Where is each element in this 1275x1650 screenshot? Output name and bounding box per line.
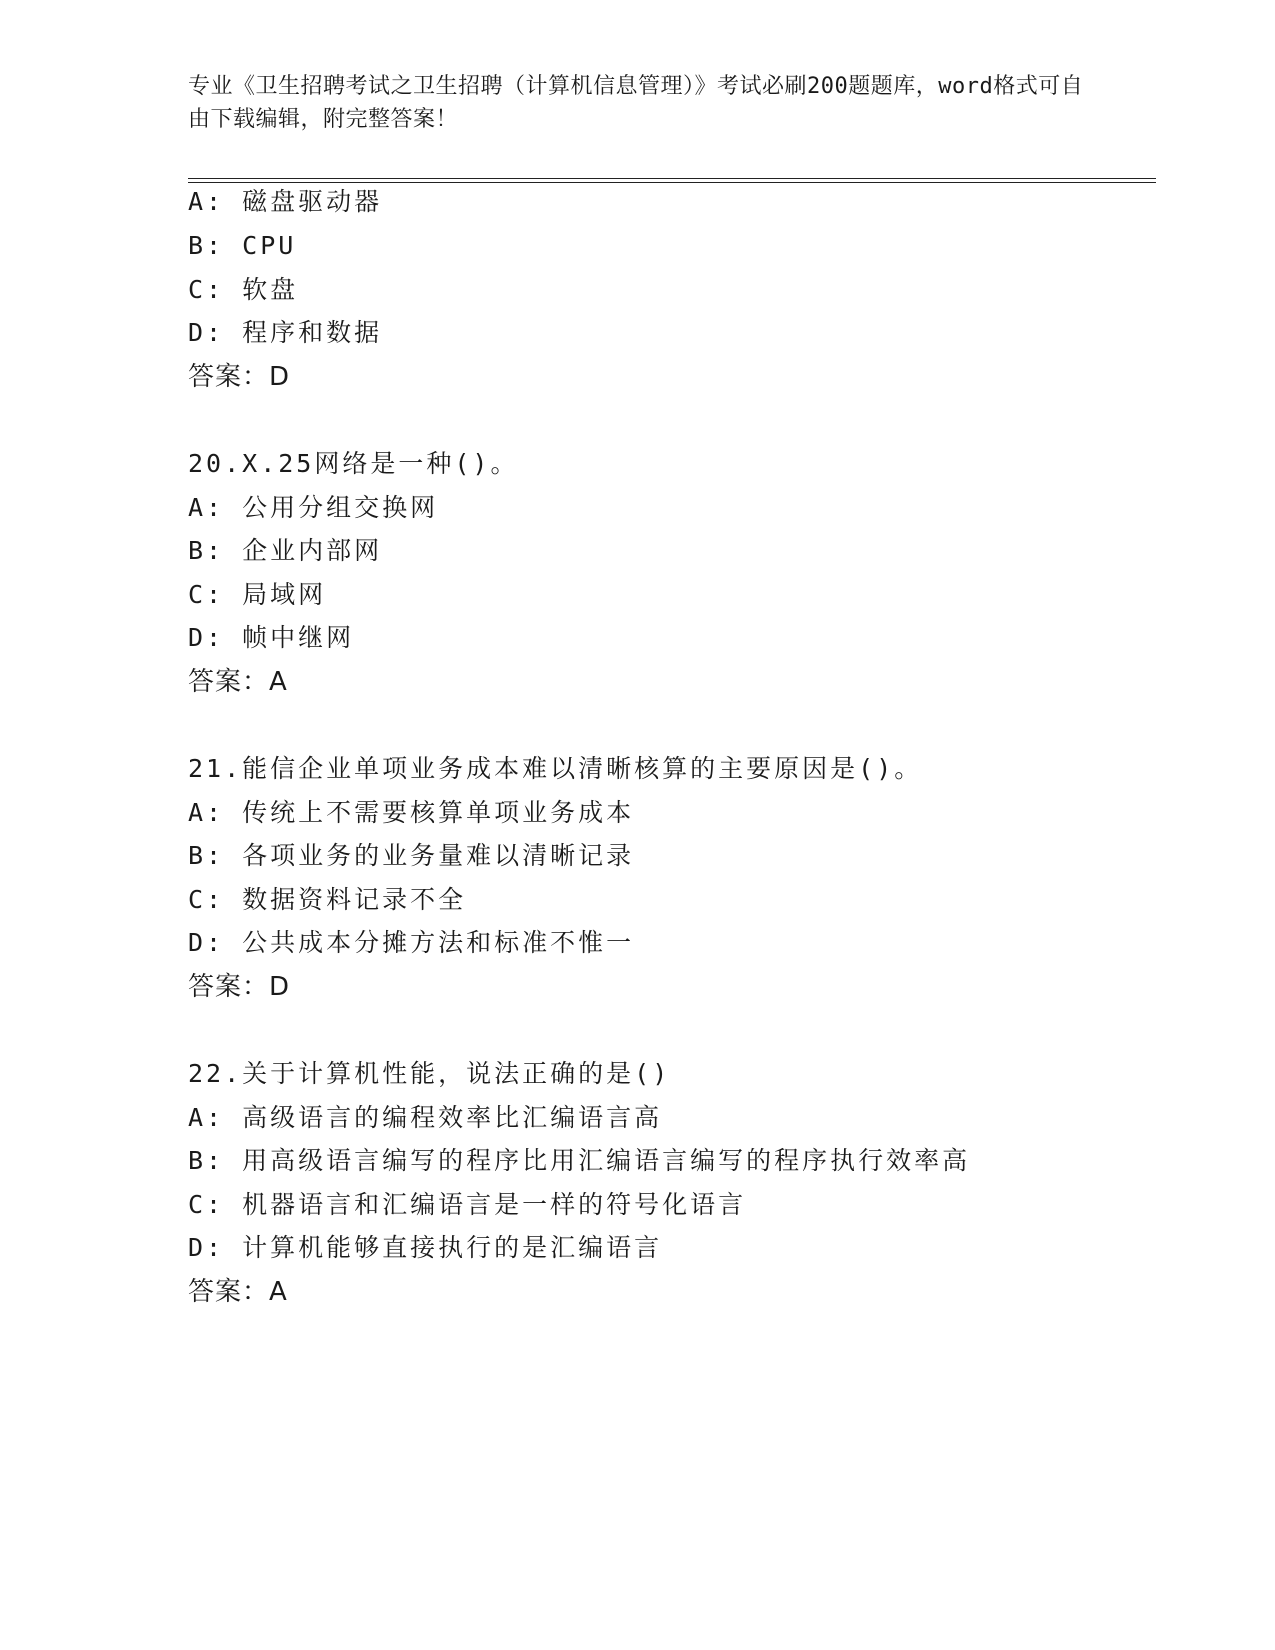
option-c: C: 数据资料记录不全 <box>188 885 467 914</box>
question-stem: 22.关于计算机性能，说法正确的是() <box>188 1059 671 1088</box>
option-b: B: 用高级语言编写的程序比用汇编语言编写的程序执行效率高 <box>188 1146 971 1175</box>
option-d: D: 程序和数据 <box>188 318 383 347</box>
option-a: A: 磁盘驱动器 <box>188 187 383 216</box>
option-c: C: 软盘 <box>188 275 299 304</box>
answer-label: 答案：D <box>188 362 291 392</box>
option-c: C: 机器语言和汇编语言是一样的符号化语言 <box>188 1190 747 1219</box>
option-a: A: 传统上不需要核算单项业务成本 <box>188 798 635 827</box>
question-stem: 21.能信企业单项业务成本难以清晰核算的主要原因是()。 <box>188 754 923 783</box>
question-stem: 20.X.25网络是一种()。 <box>188 449 519 478</box>
option-a: A: 高级语言的编程效率比汇编语言高 <box>188 1103 663 1132</box>
option-b: B: 企业内部网 <box>188 536 383 565</box>
answer-label: 答案：A <box>188 1277 288 1307</box>
option-d: D: 公共成本分摊方法和标准不惟一 <box>188 928 635 957</box>
option-d: D: 计算机能够直接执行的是汇编语言 <box>188 1233 663 1262</box>
document-header: 专业《卫生招聘考试之卫生招聘（计算机信息管理）》考试必刷200题题库，word格式可自由下载编辑，附完整答案！ <box>188 74 1084 132</box>
option-d: D: 帧中继网 <box>188 623 355 652</box>
option-b: B: CPU <box>188 231 297 260</box>
answer-label: 答案：D <box>188 972 291 1002</box>
answer-label: 答案：A <box>188 667 288 697</box>
option-b: B: 各项业务的业务量难以清晰记录 <box>188 841 635 870</box>
header-divider <box>188 178 1156 183</box>
option-a: A: 公用分组交换网 <box>188 493 439 522</box>
option-c: C: 局域网 <box>188 580 327 609</box>
